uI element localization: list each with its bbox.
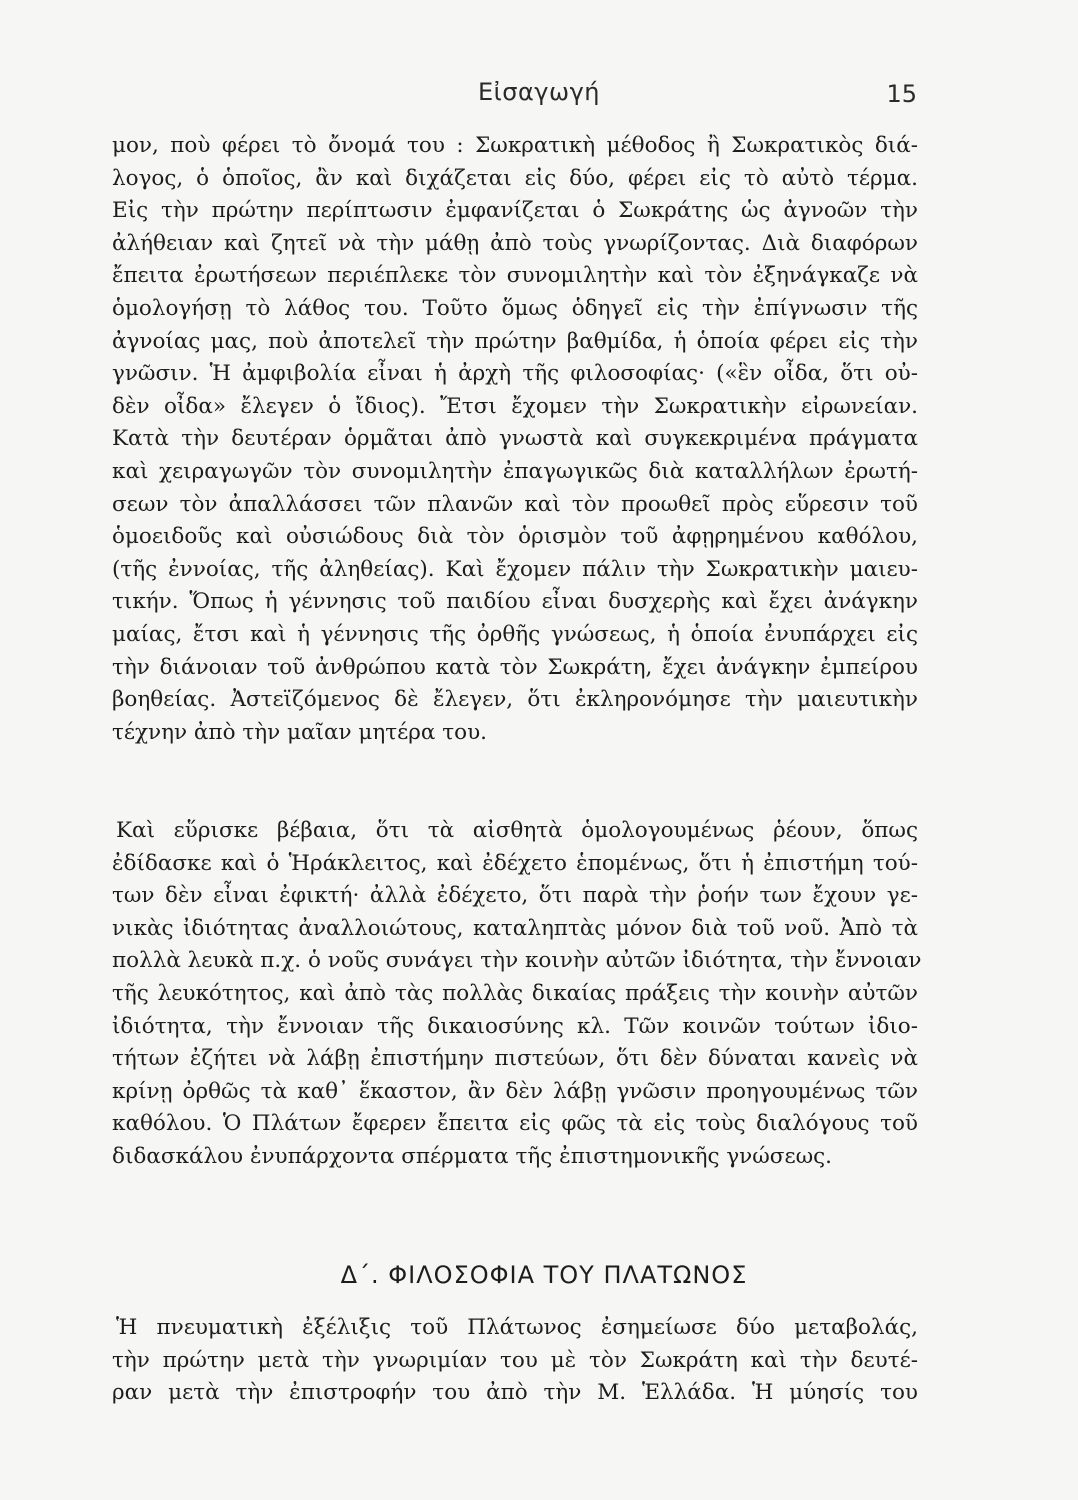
text-line: πολλὰ λευκὰ π.χ. ὁ νοῦς συνάγει τὴν κοινὴν αὐτῶν ἰδιότητα, τὴν ἔννοιαν [112, 948, 922, 974]
text-line: ὁμολογήσῃ τὸ λάθος του. Τοῦτο ὅμως ὁδηγεῖ εἰς τὴν ἐπίγνωσιν τῆς [112, 295, 918, 321]
text-line: ἀγνοίας μας, ποὺ ἀποτελεῖ τὴν πρώτην βαθμίδα, ἡ ὁποία φέρει εἰς τὴν [112, 328, 918, 354]
page-number: 15 [886, 80, 917, 108]
paragraph-1 [112, 130, 918, 749]
text-line: ἀλήθειαν καὶ ζητεῖ νὰ τὴν μάθῃ ἀπὸ τοὺς γνωρίζοντας. Διὰ διαφόρων [112, 230, 918, 256]
text-line: διδασκάλου ἐνυπάρχοντα σπέρματα τῆς ἐπιστημονικῆς γνώσεως. [112, 1143, 833, 1169]
text-line: τὴν διάνοιαν τοῦ ἀνθρώπου κατὰ τὸν Σωκράτη, ἔχει ἀνάγκην ἐμπείρου [112, 654, 918, 680]
section-heading: Δ΄. ΦΙΛΟΣΟΦΙΑ ΤΟΥ ΠΛΑΤΩΝΟΣ [340, 1261, 748, 1289]
text-line: καὶ χειραγωγῶν τὸν συνομιλητὴν ἐπαγωγικῶς διὰ καταλλήλων ἐρωτή- [112, 458, 918, 484]
text-line: Ἡ πνευματικὴ ἐξέλιξις τοῦ Πλάτωνος ἐσημείωσε δύο μεταβολάς, [116, 1315, 918, 1340]
text-line: τέχνην ἀπὸ τὴν μαῖαν μητέρα του. [112, 719, 487, 745]
paragraph-2 [112, 815, 922, 1174]
text-line: σεων τὸν ἀπαλλάσσει τῶν πλανῶν καὶ τὸν προωθεῖ πρὸς εὕρεσιν τοῦ [112, 491, 918, 517]
text-line: ἰδιότητα, τὴν ἔννοιαν τῆς δικαιοσύνης κλ. Τῶν κοινῶν τούτων ἰδιο- [112, 1013, 918, 1039]
text-line: Καὶ εὕρισκε βέβαια, ὅτι τὰ αἰσθητὰ ὁμολογουμένως ῥέουν, ὅπως [116, 818, 918, 843]
text-line: ὁμοειδοῦς καὶ οὐσιώδους διὰ τὸν ὁρισμὸν τοῦ ἀφῃρημένου καθόλου, [112, 524, 918, 550]
text-line: των δὲν εἶναι ἐφικτή· ἀλλὰ ἐδέχετο, ὅτι παρὰ τὴν ῥοήν των ἔχουν γε- [112, 883, 918, 909]
text-line: μαίας, ἔτσι καὶ ἡ γέννησις τῆς ὀρθῆς γνώσεως, ἡ ὁποία ἐνυπάρχει εἰς [112, 621, 918, 647]
text-line: μον, ποὺ φέρει τὸ ὄνομά του : Σωκρατικὴ μέθοδος ἢ Σωκρατικὸς διά- [112, 133, 918, 158]
text-line: βοηθείας. Ἀστεϊζόμενος δὲ ἔλεγεν, ὅτι ἐκληρονόμησε τὴν μαιευτικὴν [112, 687, 918, 713]
running-header [0, 78, 1078, 118]
text-line: λογος, ὁ ὁποῖος, ἂν καὶ διχάζεται εἰς δύο, φέρει εἰς τὸ αὐτὸ τέρμα. [112, 165, 918, 191]
text-line: νικὰς ἰδιότητας ἀναλλοιώτους, καταληπτὰς μόνον διὰ τοῦ νοῦ. Ἀπὸ τὰ [112, 915, 918, 941]
text-line: ραν μετὰ τὴν ἐπιστροφήν του ἀπὸ τὴν Μ. Ἑλλάδα. Ἡ μύησίς του [112, 1380, 918, 1406]
text-line: καθόλου. Ὁ Πλάτων ἔφερεν ἔπειτα εἰς φῶς τὰ εἰς τοὺς διαλόγους τοῦ [112, 1111, 918, 1137]
text-line: τικήν. Ὅπως ἡ γέννησις τοῦ παιδίου εἶναι δυσχερὴς καὶ ἔχει ἀνάγκην [112, 589, 918, 615]
text-line: Εἰς τὴν πρώτην περίπτωσιν ἐμφανίζεται ὁ Σωκράτης ὡς ἀγνοῶν τὴν [112, 198, 918, 224]
text-line: ἔπειτα ἐρωτήσεων περιέπλεκε τὸν συνομιλητὴν καὶ τὸν ἐξηνάγκαζε νὰ [112, 263, 918, 289]
text-line: ἐδίδασκε καὶ ὁ Ἡράκλειτος, καὶ ἐδέχετο ἑπομένως, ὅτι ἡ ἐπιστήμη τού- [112, 850, 918, 876]
text-line: τὴν πρώτην μετὰ τὴν γνωριμίαν του μὲ τὸν Σωκράτη καὶ τὴν δευτέ- [112, 1347, 918, 1373]
text-line: τῆς λευκότητος, καὶ ἀπὸ τὰς πολλὰς δικαίας πράξεις τὴν κοινὴν αὐτῶν [112, 980, 918, 1006]
text-line: τήτων ἐζήτει νὰ λάβῃ ἐπιστήμην πιστεύων, ὅτι δὲν δύναται κανεὶς νὰ [112, 1046, 918, 1072]
text-line: δὲν οἶδα» ἔλεγεν ὁ ἴδιος). Ἔτσι ἔχομεν τὴν Σωκρατικὴν εἰρωνείαν. [112, 393, 918, 419]
text-line: (τῆς ἐννοίας, τῆς ἀληθείας). Καὶ ἔχομεν πάλιν τὴν Σωκρατικὴν μαιευ- [112, 556, 918, 582]
running-header-title: Εἰσαγωγή [477, 78, 601, 106]
paragraph-3 [112, 1312, 918, 1410]
text-line: κρίνῃ ὀρθῶς τὰ καθ᾽ ἕκαστον, ἂν δὲν λάβῃ γνῶσιν προηγουμένως τῶν [112, 1078, 918, 1104]
text-line: Κατὰ τὴν δευτέραν ὁρμᾶται ἀπὸ γνωστὰ καὶ συγκεκριμένα πράγματα [112, 426, 918, 452]
text-line: γνῶσιν. Ἡ ἀμφιβολία εἶναι ἡ ἀρχὴ τῆς φιλοσοφίας· («ἓν οἶδα, ὅτι οὐ- [112, 361, 918, 387]
